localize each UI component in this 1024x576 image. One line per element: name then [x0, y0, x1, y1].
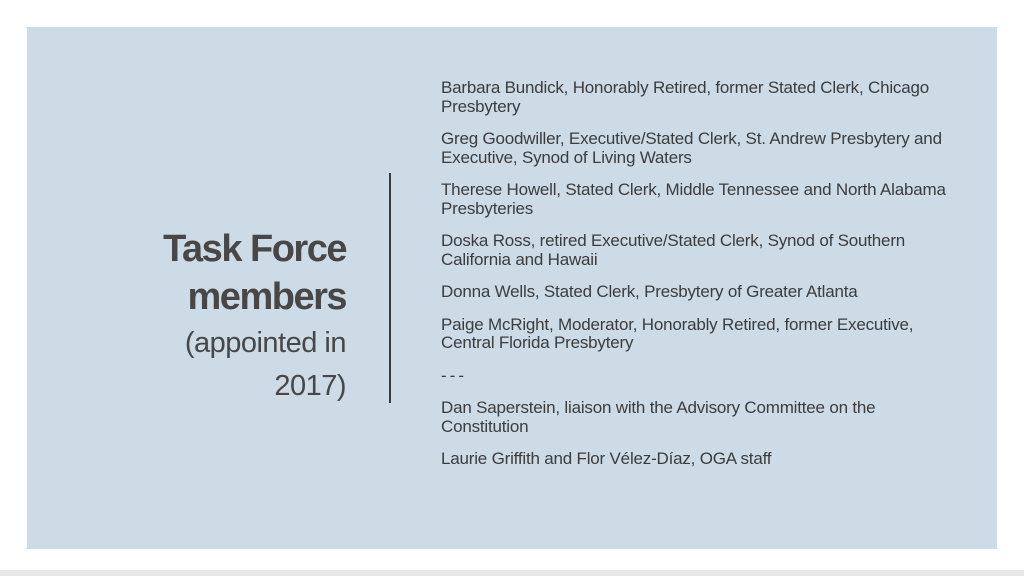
member-item: Barbara Bundick, Honorably Retired, former Stated Clerk, Chicago Presbytery: [441, 78, 929, 116]
vertical-divider: [389, 173, 391, 403]
title-main-line-1: Task Force: [163, 228, 346, 270]
bottom-bar: [0, 570, 1024, 576]
member-item: Greg Goodwiller, Executive/Stated Clerk, St. Andrew Presbytery and Executive, Synod of Living Waters: [441, 129, 942, 167]
member-item: Donna Wells, Stated Clerk, Presbytery of Greater Atlanta: [441, 282, 858, 301]
member-item: Therese Howell, Stated Clerk, Middle Tennessee and North Alabama Presbyteries: [441, 180, 946, 218]
member-item: Laurie Griffith and Flor Vélez-Díaz, OGA staff: [441, 449, 772, 468]
slide: [27, 27, 997, 549]
member-item: Dan Saperstein, liaison with the Advisory Committee on the Constitution: [441, 398, 876, 436]
title-main-line-2: members: [187, 276, 346, 318]
title-subtitle-line-2: 2017): [274, 370, 346, 402]
slide-title: [86, 225, 346, 407]
member-item: Paige McRight, Moderator, Honorably Retired, former Executive, Central Florida Presbytery: [441, 314, 914, 352]
member-list: [441, 79, 961, 483]
title-subtitle-line-1: (appointed in: [184, 327, 346, 359]
member-item: Doska Ross, retired Executive/Stated Clerk, Synod of Southern California and Hawaii: [441, 231, 906, 269]
list-separator: ---: [441, 365, 467, 385]
